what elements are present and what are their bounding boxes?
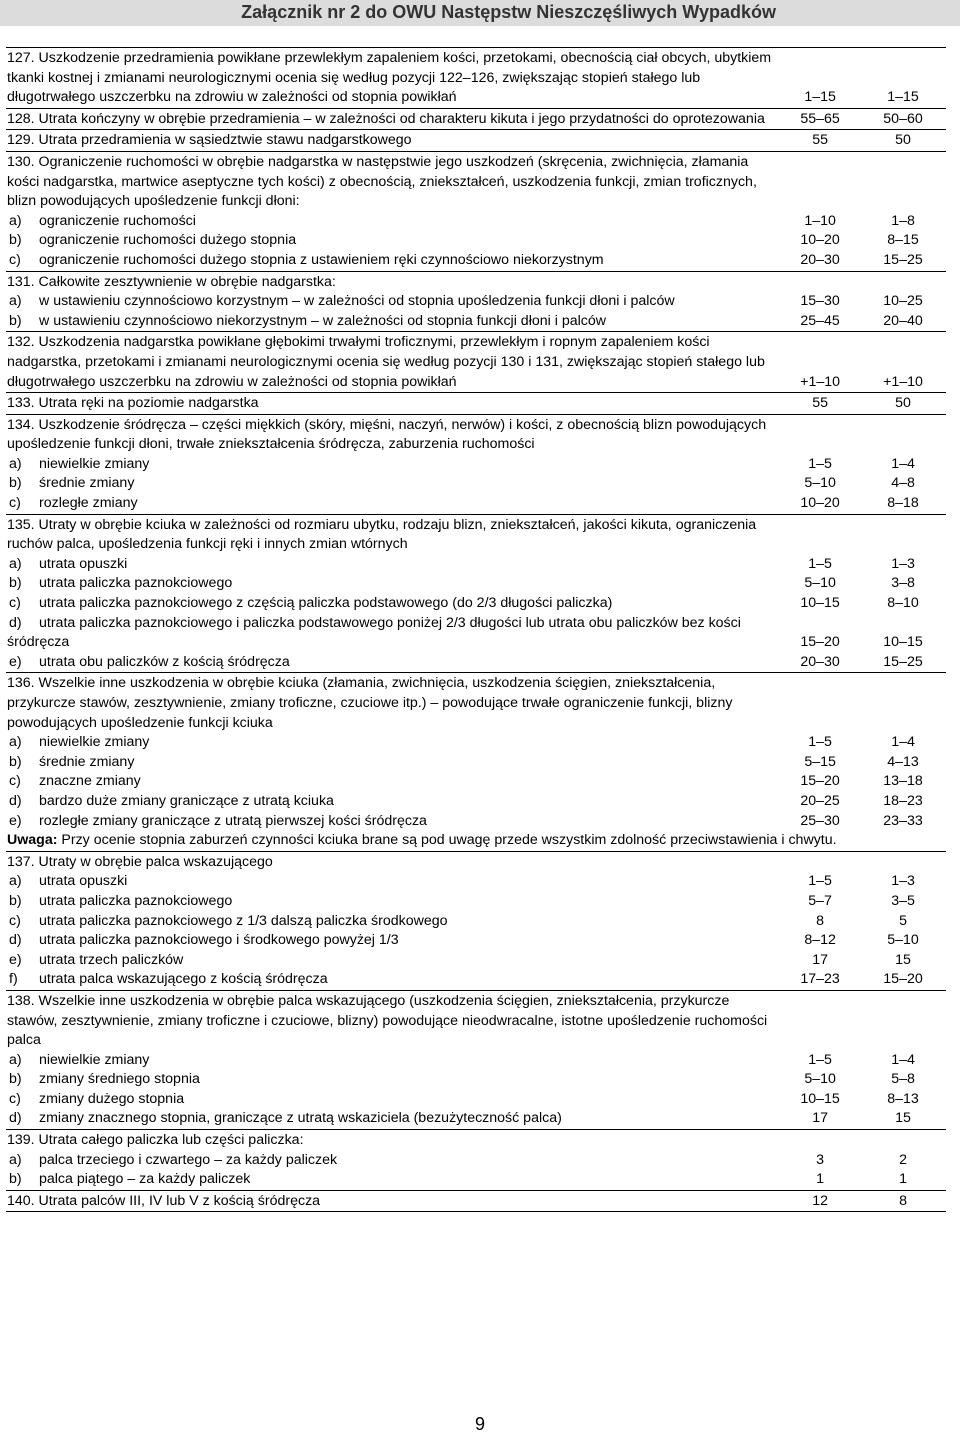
subitem-value-first: 3 [816, 1151, 825, 1168]
entry-value-second [860, 1130, 946, 1151]
subitem-value-second: 1–4 [891, 734, 915, 751]
subitem-value-first: 17 [812, 951, 828, 968]
subitem-description [6, 872, 780, 892]
subitem-value-second: 1–3 [891, 873, 915, 890]
subitem-description [6, 753, 780, 773]
entry-value-first [780, 271, 860, 292]
subitem-description [6, 312, 780, 332]
subitem-value-first: 1–5 [808, 873, 832, 890]
entry-row [6, 108, 946, 130]
subitem-value-first: 17 [812, 1110, 828, 1127]
subitem-text: zmiany znacznego stopnia, graniczące z utratą wskaziciela (bezużyteczność palca) [39, 1110, 562, 1127]
subitem-letter: b) [9, 1071, 22, 1088]
subitem-value-first: 8 [816, 912, 825, 929]
subitem-row [6, 912, 946, 932]
subitem-description [6, 1170, 780, 1190]
subitem-row [6, 792, 946, 812]
subitem-value-first: 1–5 [808, 555, 832, 572]
subitem-letter: a) [9, 555, 22, 572]
subitem-text: niewielkie zmiany [39, 455, 150, 472]
subitem-value-first: 20–30 [800, 251, 840, 268]
subitem-letter: b) [9, 475, 22, 492]
subitem-letter: a) [9, 734, 22, 751]
subitem-text: średnie zmiany [39, 753, 135, 770]
entry-row [6, 332, 946, 393]
subitem-description [6, 812, 780, 832]
entry-row [6, 130, 946, 152]
subitem-description [6, 792, 780, 812]
entry-value-second: +1–10 [860, 332, 946, 393]
page-header [0, 0, 960, 26]
subitem-value-second: 15–20 [883, 971, 923, 988]
subitem-description [6, 912, 780, 932]
subitem-letter: a) [9, 873, 22, 890]
subitem-text: bardzo duże zmiany graniczące z utratą kciuka [39, 792, 334, 809]
entry-value-second: 50–60 [860, 108, 946, 130]
subitem-value-second: 10–15 [883, 634, 923, 651]
subitem-row [6, 951, 946, 971]
subitem-row [6, 231, 946, 251]
entry-row [6, 1130, 946, 1151]
entry-value-first: 1–15 [780, 48, 860, 109]
subitem-text: utrata obu paliczków z kością śródręcza [39, 653, 290, 670]
subitem-text: rozległe zmiany graniczące z utratą pierwszej kości śródręcza [39, 812, 427, 829]
subitem-letter: b) [9, 232, 22, 249]
subitem-text: palca piątego – za każdy paliczek [39, 1171, 251, 1188]
subitem-letter: c) [9, 912, 21, 929]
subitem-value-first: 25–45 [800, 312, 840, 329]
subitem-value-second: 5 [899, 912, 907, 929]
subitem-text: niewielkie zmiany [39, 1051, 150, 1068]
entry-row [6, 271, 946, 292]
subitem-value-second: 5–10 [887, 932, 919, 949]
injury-percentage-table [6, 47, 946, 1212]
subitem-letter: b) [9, 575, 22, 592]
entry-row [6, 1190, 946, 1212]
subitem-row [6, 1070, 946, 1090]
subitem-value-first: 20–30 [800, 653, 840, 670]
subitem-description [6, 212, 780, 232]
subitem-letter: d) [9, 614, 22, 631]
subitem-letter: c) [9, 1090, 21, 1107]
subitem-text: rozległe zmiany [39, 495, 138, 512]
subitem-row [6, 614, 946, 653]
subitem-description [6, 733, 780, 753]
entry-value-first: 55 [780, 130, 860, 152]
subitem-value-first: 1 [816, 1171, 825, 1188]
subitem-text: utrata paliczka paznokciowego z częścią paliczka podstawowego (do 2/3 długości paliczka) [39, 595, 613, 612]
subitem-row [6, 653, 946, 673]
note-label: Uwaga: [7, 832, 58, 849]
subitem-value-second: 15 [895, 1110, 911, 1127]
subitem-text: utrata paliczka paznokciowego z 1/3 dalszą paliczka środkowego [39, 912, 448, 929]
entry-value-first [780, 514, 860, 555]
subitem-value-second: 18–23 [883, 792, 923, 809]
subitem-row [6, 312, 946, 332]
subitem-text: utrata paliczka paznokciowego i paliczka podstawowego poniżej 2/3 długości lub utrata obu paliczków bez kości śródręcza [7, 614, 741, 651]
subitem-text: niewielkie zmiany [39, 734, 150, 751]
subitem-row [6, 753, 946, 773]
entry-value-first: 55 [780, 393, 860, 415]
note [6, 831, 946, 851]
subitem-row [6, 812, 946, 832]
subitem-value-first: 5–10 [804, 475, 836, 492]
subitem-row [6, 212, 946, 232]
subitem-text: utrata trzech paliczków [39, 951, 184, 968]
subitem-text: średnie zmiany [39, 475, 135, 492]
entry-value-second [860, 673, 946, 733]
subitem-value-first: 25–30 [800, 812, 840, 829]
subitem-value-second: 5–8 [891, 1071, 915, 1088]
entry-description: 134. Uszkodzenie śródręcza – części miękkich (skóry, mięśni, naczyń, nerwów) i kości, z obecnością blizn powodujących upośledzenie funkcji dłoni, trwałe zniekształcenia śródręcza, zaburzenia ruchomości [6, 414, 780, 455]
subitem-row [6, 733, 946, 753]
subitem-value-second: 8–13 [887, 1090, 919, 1107]
subitem-description [6, 494, 780, 514]
note-row [6, 831, 946, 851]
subitem-letter: e) [9, 653, 22, 670]
subitem-text: utrata opuszki [39, 873, 128, 890]
subitem-row [6, 931, 946, 951]
subitem-row [6, 1109, 946, 1129]
subitem-value-second: 1–3 [891, 555, 915, 572]
subitem-row [6, 474, 946, 494]
subitem-row [6, 1170, 946, 1190]
subitem-value-second: 15–25 [883, 251, 923, 268]
subitem-letter: b) [9, 753, 22, 770]
entry-description: 132. Uszkodzenia nadgarstka powikłane głębokimi trwałymi troficznymi, przewlekłym i ropnym zapaleniem kości nadgarstka, przetokami i zmianami neurologicznymi ocenia się według pozycji 130 i 131, zwiększając stopień stałego lub długotrwałego uszczerbku na zdrowiu w zależności od stopnia powikłań [6, 332, 780, 393]
subitem-value-first: 1–5 [808, 455, 832, 472]
entry-value-first: +1–10 [780, 332, 860, 393]
subitem-description [6, 1070, 780, 1090]
subitem-text: zmiany średniego stopnia [39, 1071, 200, 1088]
subitem-description [6, 931, 780, 951]
subitem-letter: f) [9, 971, 18, 988]
subitem-value-second: 23–33 [883, 812, 923, 829]
subitem-text: utrata palca wskazującego z kością śródręcza [39, 971, 328, 988]
subitem-description [6, 292, 780, 312]
entry-value-second [860, 514, 946, 555]
entry-value-second [860, 271, 946, 292]
subitem-description [6, 892, 780, 912]
subitem-value-first: 17–23 [800, 971, 840, 988]
subitem-description [6, 772, 780, 792]
subitem-text: ograniczenie ruchomości dużego stopnia z ustawieniem ręki czynnościowo niekorzystnym [39, 251, 604, 268]
entry-value-first [780, 851, 860, 872]
entry-row [6, 851, 946, 872]
subitem-value-second: 13–18 [883, 773, 923, 790]
entry-value-first [780, 1130, 860, 1151]
subitem-row [6, 970, 946, 990]
subitem-row [6, 1090, 946, 1110]
page-title: Załącznik nr 2 do OWU Następstw Nieszczęśliwych Wypadków [241, 2, 776, 22]
subitem-description [6, 951, 780, 971]
entry-row [6, 414, 946, 455]
subitem-value-second: 3–5 [891, 892, 915, 909]
entry-value-second [860, 414, 946, 455]
subitem-letter: c) [9, 251, 21, 268]
entry-row [6, 393, 946, 415]
subitem-letter: b) [9, 892, 22, 909]
entry-description: 133. Utrata ręki na poziomie nadgarstka [6, 393, 780, 415]
subitem-row [6, 594, 946, 614]
subitem-value-second: 4–13 [887, 753, 919, 770]
entry-description: 135. Utraty w obrębie kciuka w zależności od rozmiaru ubytku, rodzaju blizn, zniekształceń, jakości kikuta, ograniczenia ruchów palca, upośledzenia funkcji ręki i innych zmian wtórnych [6, 514, 780, 555]
subitem-value-first: 10–20 [800, 232, 840, 249]
subitem-value-second: 1–4 [891, 1051, 915, 1068]
subitem-text: w ustawieniu czynnościowo niekorzystnym – w zależności od stopnia funkcji dłoni i palców [39, 312, 606, 329]
entry-description: 127. Uszkodzenie przedramienia powikłane przewlekłym zapaleniem kości, przetokami, obecnością ciał obcych, ubytkiem tkanki kostnej i zmianami neurologicznymi ocenia się według pozycji 122–126, zwiększając stopień stałego lub długotrwałego uszczerbku na zdrowiu w zależności od stopnia powikłań [6, 48, 780, 109]
subitem-letter: c) [9, 595, 21, 612]
subitem-description [6, 594, 780, 614]
subitem-description [6, 251, 780, 271]
subitem-description [6, 231, 780, 251]
subitem-row [6, 455, 946, 475]
entry-value-second: 1–15 [860, 48, 946, 109]
subitem-description [6, 1109, 780, 1129]
subitem-text: zmiany dużego stopnia [39, 1090, 185, 1107]
subitem-value-first: 20–25 [800, 792, 840, 809]
subitem-letter: a) [9, 455, 22, 472]
subitem-text: utrata paliczka paznokciowego i środkowego powyżej 1/3 [39, 932, 399, 949]
entry-value-second: 50 [860, 393, 946, 415]
subitem-text: utrata paliczka paznokciowego [39, 892, 233, 909]
subitem-row [6, 494, 946, 514]
entry-description: 129. Utrata przedramienia w sąsiedztwie stawu nadgarstkowego [6, 130, 780, 152]
subitem-letter: d) [9, 1110, 22, 1127]
subitem-text: w ustawieniu czynnościowo korzystnym – w zależności od stopnia upośledzenia funkcji dłoni i palców [39, 293, 675, 310]
subitem-description [6, 614, 780, 653]
subitem-value-second: 8–15 [887, 232, 919, 249]
subitem-value-second: 1 [899, 1171, 907, 1188]
entry-value-first [780, 151, 860, 211]
subitem-value-first: 5–7 [808, 892, 832, 909]
subitem-text: ograniczenie ruchomości dużego stopnia [39, 232, 297, 249]
subitem-value-second: 15–25 [883, 653, 923, 670]
subitem-letter: e) [9, 951, 22, 968]
subitem-letter: d) [9, 792, 22, 809]
subitem-value-second: 4–8 [891, 475, 915, 492]
subitem-value-first: 10–15 [800, 1090, 840, 1107]
subitem-value-first: 15–30 [800, 293, 840, 310]
entry-description: 140. Utrata palców III, IV lub V z kością śródręcza [6, 1190, 780, 1212]
subitem-description [6, 1090, 780, 1110]
subitem-value-first: 5–10 [804, 1071, 836, 1088]
subitem-value-second: 8–18 [887, 495, 919, 512]
entry-value-first [780, 990, 860, 1050]
subitem-description [6, 555, 780, 575]
entry-value-second [860, 151, 946, 211]
subitem-letter: d) [9, 932, 22, 949]
subitem-row [6, 555, 946, 575]
subitem-row [6, 1051, 946, 1071]
entry-description: 138. Wszelkie inne uszkodzenia w obrębie palca wskazującego (uszkodzenia ścięgien, zniekształcenia, przykurcze stawów, zesztywnienie, zmiany troficzne i czuciowe, blizny) powodujące nieodwracalne, istotne upośledzenie ruchomości palca [6, 990, 780, 1050]
entry-value-first [780, 414, 860, 455]
subitem-letter: e) [9, 812, 22, 829]
subitem-value-second: 8–10 [887, 595, 919, 612]
table-body [6, 48, 946, 1212]
subitem-value-second: 1–4 [891, 455, 915, 472]
subitem-value-first: 8–12 [804, 932, 836, 949]
subitem-text: ograniczenie ruchomości [39, 212, 196, 229]
subitem-description [6, 1051, 780, 1071]
subitem-letter: b) [9, 1171, 22, 1188]
subitem-description [6, 455, 780, 475]
subitem-row [6, 251, 946, 271]
subitem-text: znaczne zmiany [39, 773, 141, 790]
subitem-row [6, 872, 946, 892]
subitem-letter: a) [9, 212, 22, 229]
entry-value-second [860, 990, 946, 1050]
subitem-value-first: 5–10 [804, 575, 836, 592]
subitem-value-second: 15 [895, 951, 911, 968]
entry-description: 139. Utrata całego paliczka lub części paliczka: [6, 1130, 780, 1151]
subitem-text: utrata opuszki [39, 555, 128, 572]
entry-description: 128. Utrata kończyny w obrębie przedramienia – w zależności od charakteru kikuta i jego przydatności do oprotezowania [6, 108, 780, 130]
subitem-row [6, 1151, 946, 1171]
subitem-letter: c) [9, 495, 21, 512]
subitem-letter: c) [9, 773, 21, 790]
subitem-value-second: 2 [899, 1151, 907, 1168]
subitem-value-first: 15–20 [800, 634, 840, 651]
subitem-row [6, 292, 946, 312]
entry-row [6, 48, 946, 109]
entry-value-second: 50 [860, 130, 946, 152]
entry-description: 131. Całkowite zesztywnienie w obrębie nadgarstka: [6, 271, 780, 292]
subitem-description [6, 970, 780, 990]
subitem-value-first: 1–10 [804, 212, 836, 229]
entry-value-first [780, 673, 860, 733]
note-text: Przy ocenie stopnia zaburzeń czynności kciuka brane są pod uwagę przede wszystkim zdolność przeciwstawienia i chwytu. [57, 832, 837, 849]
page-number: 9 [474, 1414, 485, 1434]
subitem-text: utrata paliczka paznokciowego [39, 575, 233, 592]
subitem-value-first: 1–5 [808, 734, 832, 751]
subitem-value-first: 10–15 [800, 595, 840, 612]
entry-value-first: 55–65 [780, 108, 860, 130]
entry-description: 130. Ograniczenie ruchomości w obrębie nadgarstka w następstwie jego uszkodzeń (skręcenia, zwichnięcia, złamania kości nadgarstka, martwice aseptyczne tych kości) z obecnością, zniekształceń, uszkodzenia funkcji, zmian troficznych, blizn powodujących upośledzenie funkcji dłoni: [6, 151, 780, 211]
entry-description: 136. Wszelkie inne uszkodzenia w obrębie kciuka (złamania, zwichnięcia, uszkodzenia ścięgien, zniekształcenia, przykurcze stawów, zesztywnienie, zmiany troficzne, czuciowe itp.) – powodujące trwałe ograniczenie funkcji, blizny powodujących upośledzenie funkcji kciuka [6, 673, 780, 733]
subitem-value-first: 5–15 [804, 753, 836, 770]
subitem-description [6, 574, 780, 594]
entry-row [6, 151, 946, 211]
subitem-letter: a) [9, 293, 22, 310]
subitem-value-first: 1–5 [808, 1051, 832, 1068]
subitem-row [6, 772, 946, 792]
subitem-letter: a) [9, 1151, 22, 1168]
subitem-row [6, 892, 946, 912]
subitem-value-first: 15–20 [800, 773, 840, 790]
entry-row [6, 990, 946, 1050]
subitem-description [6, 474, 780, 494]
subitem-text: palca trzeciego i czwartego – za każdy paliczek [39, 1151, 338, 1168]
entry-value-second: 8 [860, 1190, 946, 1212]
subitem-letter: a) [9, 1051, 22, 1068]
subitem-value-second: 3–8 [891, 575, 915, 592]
entry-row [6, 673, 946, 733]
entry-description: 137. Utraty w obrębie palca wskazującego [6, 851, 780, 872]
subitem-value-first: 10–20 [800, 495, 840, 512]
subitem-description [6, 1151, 780, 1171]
subitem-value-second: 10–25 [883, 293, 923, 310]
subitem-value-second: 1–8 [891, 212, 915, 229]
entry-value-first: 12 [780, 1190, 860, 1212]
entry-value-second [860, 851, 946, 872]
entry-row [6, 514, 946, 555]
subitem-value-second: 20–40 [883, 312, 923, 329]
subitem-letter: b) [9, 312, 22, 329]
subitem-description [6, 653, 780, 673]
subitem-row [6, 574, 946, 594]
